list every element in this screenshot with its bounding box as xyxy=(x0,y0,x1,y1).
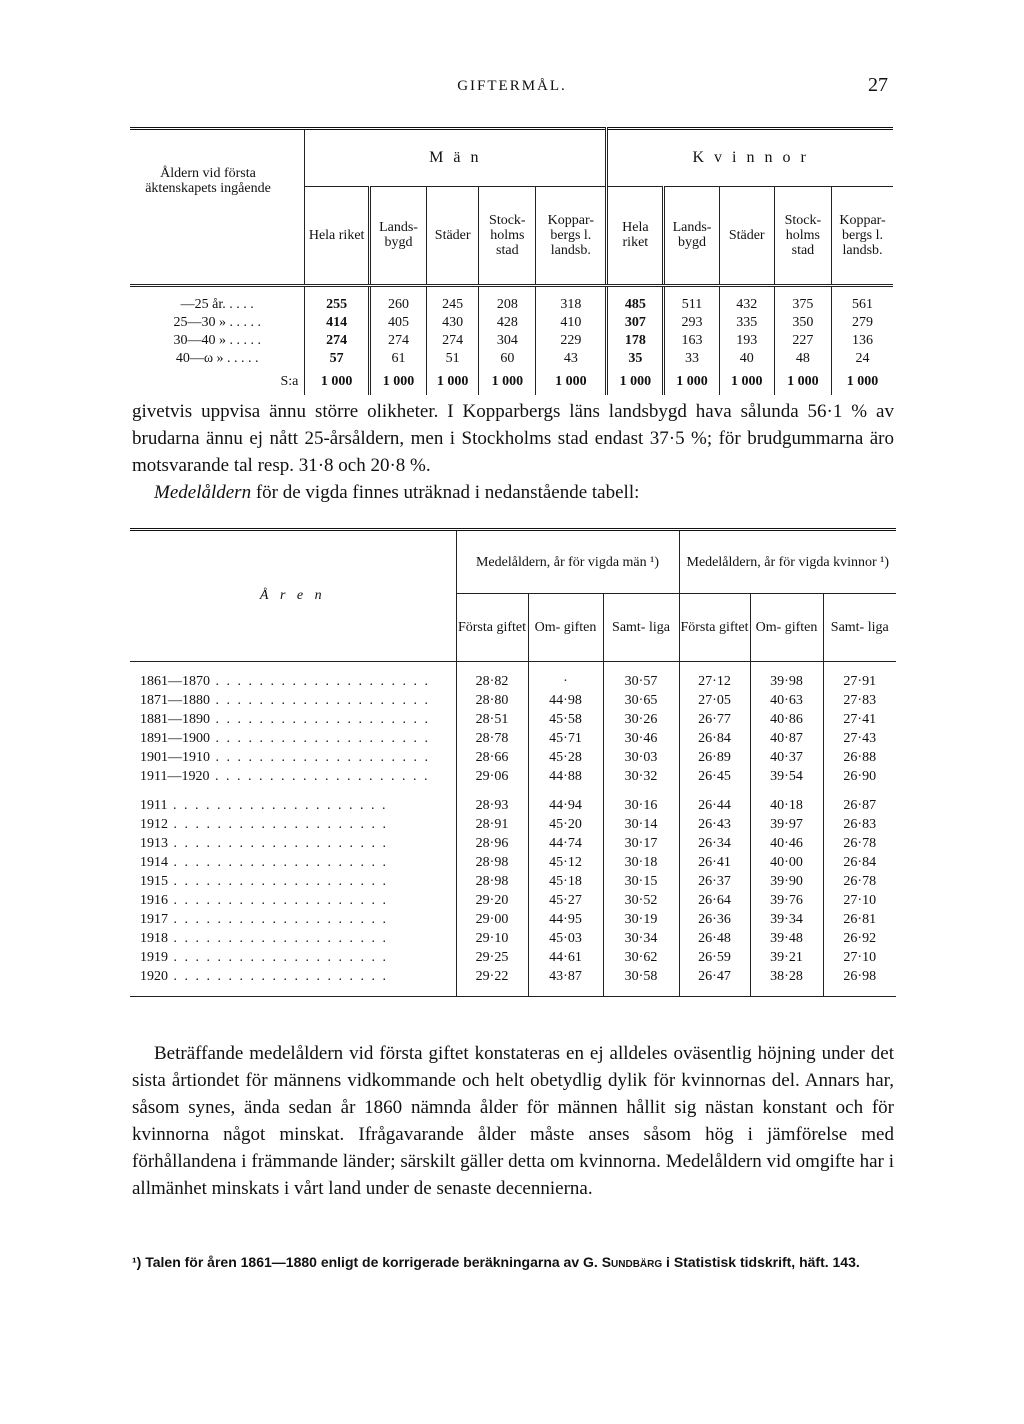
col-women-stockholm: Stock- holms stad xyxy=(774,186,831,285)
col-women-samtliga: Samt- liga xyxy=(823,594,896,662)
table-row xyxy=(130,815,896,834)
cell-value: 45·27 xyxy=(528,891,603,910)
cell-value: 28·82 xyxy=(456,672,528,691)
col-men-forsta-giftet: Första giftet xyxy=(456,594,528,662)
leader-dots: . . . . . . . . . . . . . . . . . . . . xyxy=(168,816,388,832)
cell-value: 27·83 xyxy=(823,691,896,710)
row-label: 1861—1870 . . . . . . . . . . . . . . . . . . . . xyxy=(140,673,430,689)
paragraph-intro-text: givetvis uppvisa ännu större olikheter. I Kopparbergs läns landsbygd hava sålunda 56·1 % av brudarna ännu ej nått 25-årsåldern, men i Stockholms stad endast 37·5 %; för brudgummarna äro motsvarande tal resp. 31·8 och 20·8 %. xyxy=(132,401,894,476)
row-label: 1913 . . . . . . . . . . . . . . . . . . . . xyxy=(140,835,388,851)
cell-value: 39·21 xyxy=(750,948,823,967)
row-label: 1916 . . . . . . . . . . . . . . . . . . . . xyxy=(140,892,388,908)
cell-value: 26·64 xyxy=(679,891,750,910)
cell-value: 28·66 xyxy=(456,748,528,767)
cell-value: 26·45 xyxy=(679,767,750,786)
cell-value: 44·74 xyxy=(528,834,603,853)
cell-value: 30·46 xyxy=(603,729,679,748)
table2-group-women: Medelåldern, år för vigda kvinnor ¹) xyxy=(679,530,896,594)
cell-value: 26·37 xyxy=(679,872,750,891)
cell-value: 26·87 xyxy=(823,796,896,815)
cell-value: 30·14 xyxy=(603,815,679,834)
cell-value: 39·34 xyxy=(750,910,823,929)
row-label: 1918 . . . . . . . . . . . . . . . . . . . . xyxy=(140,930,388,946)
cell-value: 29·22 xyxy=(456,967,528,986)
cell-value: 27·41 xyxy=(823,710,896,729)
row-label: 1919 . . . . . . . . . . . . . . . . . . . . xyxy=(140,949,388,965)
cell-value: 26·78 xyxy=(823,872,896,891)
cell-value: 39·76 xyxy=(750,891,823,910)
table-row xyxy=(130,872,896,891)
cell-value: 30·32 xyxy=(603,767,679,786)
table1-group-women: K v i n n o r xyxy=(607,129,893,187)
leader-dots: . . . . . . . . . . . . . . . . . . . . xyxy=(168,911,388,927)
cell-value: 28·78 xyxy=(456,729,528,748)
cell-value: 45·20 xyxy=(528,815,603,834)
cell-value: 28·93 xyxy=(456,796,528,815)
cell-value: 29·06 xyxy=(456,767,528,786)
cell-value: 26·84 xyxy=(679,729,750,748)
col-men-stockholm: Stock- holms stad xyxy=(479,186,536,285)
table2-row-header: Å r e n xyxy=(130,530,456,662)
table-row xyxy=(130,948,896,967)
cell-value: 39·97 xyxy=(750,815,823,834)
cell-value: 45·12 xyxy=(528,853,603,872)
cell-value: 28·96 xyxy=(456,834,528,853)
leader-dots: . . . . . . . . . . . . . . . . . . . . xyxy=(168,930,388,946)
cell-value: 26·43 xyxy=(679,815,750,834)
cell-value: 45·28 xyxy=(528,748,603,767)
row-label: 1915 . . . . . . . . . . . . . . . . . . . . xyxy=(140,873,388,889)
cell-value: 44·61 xyxy=(528,948,603,967)
row-label: 1914 . . . . . . . . . . . . . . . . . . . . xyxy=(140,854,388,870)
col-men-kopparberg: Koppar- bergs l. landsb. xyxy=(536,186,607,285)
cell-value: 26·44 xyxy=(679,796,750,815)
table2-group-men: Medelåldern, år för vigda män ¹) xyxy=(456,530,679,594)
page-number: 27 xyxy=(868,74,888,96)
cell-value: 30·03 xyxy=(603,748,679,767)
cell-value: 26·88 xyxy=(823,748,896,767)
row-label: 1871—1880 . . . . . . . . . . . . . . . . . . . . xyxy=(140,692,430,708)
row-label: 1911—1920 . . . . . . . . . . . . . . . . . . . . xyxy=(140,768,430,784)
cell-value: 40·63 xyxy=(750,691,823,710)
cell-value: 30·15 xyxy=(603,872,679,891)
cell-value: 26·92 xyxy=(823,929,896,948)
table-row xyxy=(130,929,896,948)
col-women-landsbygd: Lands- bygd xyxy=(664,186,719,285)
table-row xyxy=(130,834,896,853)
table-row xyxy=(130,691,896,710)
table1-row: 30—40 » . . . . . 274 274 274 304 229 178 163 193 227 136 xyxy=(130,331,893,349)
cell-value: 26·81 xyxy=(823,910,896,929)
footnote-author: Sundbärg xyxy=(601,1254,663,1270)
cell-value: 39·98 xyxy=(750,672,823,691)
table-row xyxy=(130,729,896,748)
row-label: 1911 . . . . . . . . . . . . . . . . . . . . xyxy=(140,797,388,813)
table-row xyxy=(130,967,896,986)
cell-value: 40·00 xyxy=(750,853,823,872)
table-row xyxy=(130,853,896,872)
table-row xyxy=(130,710,896,729)
cell-value: 26·84 xyxy=(823,853,896,872)
cell-value: 30·19 xyxy=(603,910,679,929)
cell-value: 28·51 xyxy=(456,710,528,729)
cell-value: 40·18 xyxy=(750,796,823,815)
leader-dots: . . . . . . . . . . . . . . . . . . . . xyxy=(209,768,430,784)
col-men-stader: Städer xyxy=(427,186,479,285)
cell-value: 45·71 xyxy=(528,729,603,748)
col-women-omgiften: Om- giften xyxy=(750,594,823,662)
cell-value: 30·16 xyxy=(603,796,679,815)
emphasis-medelaldern: Medelåldern xyxy=(154,482,252,503)
row-label: 1917 . . . . . . . . . . . . . . . . . . . . xyxy=(140,911,388,927)
row-label: 1881—1890 . . . . . . . . . . . . . . . . . . . . xyxy=(140,711,430,727)
cell-value: 30·52 xyxy=(603,891,679,910)
cell-value: 39·48 xyxy=(750,929,823,948)
leader-dots: . . . . . . . . . . . . . . . . . . . . xyxy=(210,711,430,727)
table1-row: 40—ω » . . . . . 57 61 51 60 43 35 33 40 48 24 xyxy=(130,349,893,367)
cell-value: 39·90 xyxy=(750,872,823,891)
cell-value: 28·80 xyxy=(456,691,528,710)
cell-value: 30·57 xyxy=(603,672,679,691)
row-label: 1912 . . . . . . . . . . . . . . . . . . . . xyxy=(140,816,388,832)
cell-value: 44·98 xyxy=(528,691,603,710)
col-men-omgiften: Om- giften xyxy=(528,594,603,662)
leader-dots: . . . . . . . . . . . . . . . . . . . . xyxy=(210,730,430,746)
cell-value: 29·00 xyxy=(456,910,528,929)
cell-value: 40·87 xyxy=(750,729,823,748)
cell-value: 28·91 xyxy=(456,815,528,834)
cell-value: 27·10 xyxy=(823,891,896,910)
table2-decades xyxy=(130,672,896,786)
col-men-hela-riket: Hela riket xyxy=(305,186,370,285)
cell-value: 38·28 xyxy=(750,967,823,986)
cell-value: 30·58 xyxy=(603,967,679,986)
mean-age-table xyxy=(130,528,896,997)
cell-value: 45·18 xyxy=(528,872,603,891)
cell-value: 27·10 xyxy=(823,948,896,967)
cell-value: 30·17 xyxy=(603,834,679,853)
table2-years xyxy=(130,796,896,986)
table-row xyxy=(130,748,896,767)
leader-dots: . . . . . . . . . . . . . . . . . . . . xyxy=(168,892,388,908)
leader-dots: . . . . . . . . . . . . . . . . . . . . xyxy=(168,873,388,889)
col-women-forsta-giftet: Första giftet xyxy=(679,594,750,662)
row-label: 1891—1900 . . . . . . . . . . . . . . . . . . . . xyxy=(140,730,430,746)
cell-value: 26·59 xyxy=(679,948,750,967)
cell-value: 26·89 xyxy=(679,748,750,767)
cell-value: 45·58 xyxy=(528,710,603,729)
leader-dots: . . . . . . . . . . . . . . . . . . . . xyxy=(210,749,430,765)
col-women-kopparberg: Koppar- bergs l. landsb. xyxy=(832,186,893,285)
cell-value: 26·98 xyxy=(823,967,896,986)
table1-row-header: Åldern vid första äktenskapets ingående xyxy=(130,129,305,286)
table2-group-header-row xyxy=(130,530,896,594)
cell-value: 26·48 xyxy=(679,929,750,948)
row-label: 1901—1910 . . . . . . . . . . . . . . . . . . . . xyxy=(140,749,430,765)
cell-value: 30·65 xyxy=(603,691,679,710)
cell-value: 40·46 xyxy=(750,834,823,853)
col-women-stader: Städer xyxy=(719,186,774,285)
cell-value: 27·05 xyxy=(679,691,750,710)
row-label: 1920 . . . . . . . . . . . . . . . . . . . . xyxy=(140,968,388,984)
cell-value: 43·87 xyxy=(528,967,603,986)
leader-dots: . . . . . . . . . . . . . . . . . . . . xyxy=(210,673,430,689)
cell-value: 30·34 xyxy=(603,929,679,948)
cell-value: 29·20 xyxy=(456,891,528,910)
cell-value: 30·18 xyxy=(603,853,679,872)
cell-value: · xyxy=(528,672,603,691)
cell-value: 40·86 xyxy=(750,710,823,729)
paragraph-intro xyxy=(132,398,894,506)
cell-value: 45·03 xyxy=(528,929,603,948)
leader-dots: . . . . . . . . . . . . . . . . . . . . xyxy=(168,835,388,851)
cell-value: 28·98 xyxy=(456,853,528,872)
cell-value: 26·77 xyxy=(679,710,750,729)
age-at-marriage-table xyxy=(130,127,893,395)
cell-value: 26·36 xyxy=(679,910,750,929)
cell-value: 44·95 xyxy=(528,910,603,929)
table-row xyxy=(130,796,896,815)
paragraph-intro-continuation: för de vigda finnes uträknad i nedanstående tabell: xyxy=(251,482,640,503)
paragraph-discussion: Beträffande medelåldern vid första giftet konstateras en ej alldeles oväsentlig höjning under det sista årtiondet för männens vidkommande och helt obetydlig dylik för kvinnornas del. Annars har, såsom synes, ända sedan år 1860 nämnda ålder för männen hållit sig nästan konstant och för kvinnorna något minskat. Ifrågavarande ålder måste anses såsom hög i jämförelse med förhållandena i främmande länder; särskilt gäller detta om kvinnorna. Medelåldern vid omgifte har i allmänhet minskats i vårt land under de senaste decennierna. xyxy=(132,1043,894,1199)
cell-value: 27·12 xyxy=(679,672,750,691)
cell-value: 40·37 xyxy=(750,748,823,767)
col-men-samtliga: Samt- liga xyxy=(603,594,679,662)
leader-dots: . . . . . . . . . . . . . . . . . . . . xyxy=(210,692,430,708)
cell-value: 26·83 xyxy=(823,815,896,834)
cell-value: 29·10 xyxy=(456,929,528,948)
cell-value: 27·91 xyxy=(823,672,896,691)
table1-sum-row: S:a 1 000 1 000 1 000 1 000 1 000 1 000 1 000 1 000 1 000 1 000 xyxy=(130,367,893,395)
cell-value: 28·98 xyxy=(456,872,528,891)
table1-group-header-row xyxy=(130,129,893,187)
table1-row: 25—30 » . . . . . 414 405 430 428 410 307 293 335 350 279 xyxy=(130,313,893,331)
col-men-landsbygd: Lands- bygd xyxy=(369,186,426,285)
leader-dots: . . . . . . . . . . . . . . . . . . . . xyxy=(168,968,388,984)
cell-value: 29·25 xyxy=(456,948,528,967)
cell-value: 39·54 xyxy=(750,767,823,786)
footnote: ¹) Talen för åren 1861—1880 enligt de korrigerade beräkningarna av G. Sundbärg i Statistisk tidskrift, häft. 143. xyxy=(132,1254,860,1270)
table-row xyxy=(130,767,896,786)
leader-dots: . . . . . . . . . . . . . . . . . . . . xyxy=(167,797,388,813)
cell-value: 30·62 xyxy=(603,948,679,967)
cell-value: 44·94 xyxy=(528,796,603,815)
leader-dots: . . . . . . . . . . . . . . . . . . . . xyxy=(168,854,388,870)
running-header: GIFTERMÅL. xyxy=(457,78,567,94)
cell-value: 26·78 xyxy=(823,834,896,853)
table-row xyxy=(130,891,896,910)
cell-value: 44·88 xyxy=(528,767,603,786)
table1-group-men: M ä n xyxy=(305,129,607,187)
table-row xyxy=(130,672,896,691)
table1-row: —25 år. . . . . 255 260 245 208 318 485 511 432 375 561 xyxy=(130,295,893,313)
cell-value: 26·90 xyxy=(823,767,896,786)
col-women-hela-riket: Hela riket xyxy=(607,186,664,285)
cell-value: 30·26 xyxy=(603,710,679,729)
leader-dots: . . . . . . . . . . . . . . . . . . . . xyxy=(168,949,388,965)
cell-value: 26·34 xyxy=(679,834,750,853)
cell-value: 26·47 xyxy=(679,967,750,986)
cell-value: 27·43 xyxy=(823,729,896,748)
table-row xyxy=(130,910,896,929)
cell-value: 26·41 xyxy=(679,853,750,872)
